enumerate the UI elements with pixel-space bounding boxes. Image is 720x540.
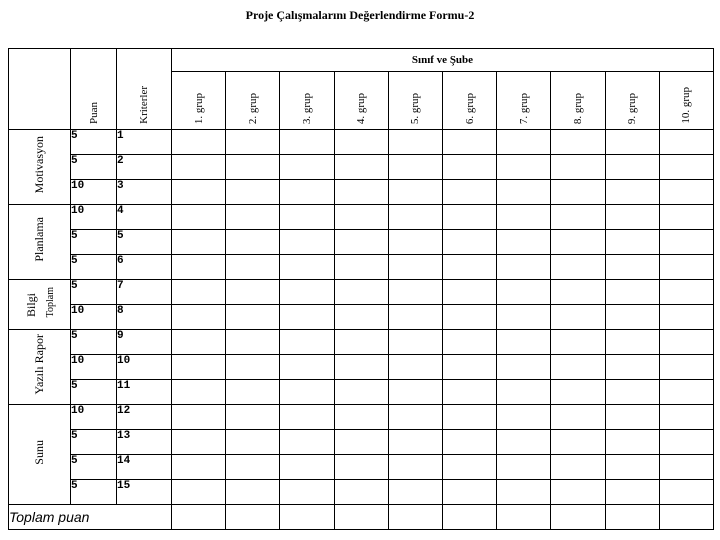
- score-cell[interactable]: [388, 230, 442, 255]
- score-cell[interactable]: [497, 480, 551, 505]
- score-cell[interactable]: [172, 480, 226, 505]
- table-row: [9, 430, 714, 455]
- score-cell[interactable]: [280, 430, 334, 455]
- score-cell[interactable]: [334, 180, 388, 205]
- score-cell[interactable]: [172, 230, 226, 255]
- score-cell[interactable]: [388, 480, 442, 505]
- total-label: Toplam puan: [9, 505, 172, 530]
- score-cell[interactable]: [551, 455, 605, 480]
- kriter-cell: 9: [117, 330, 172, 355]
- score-cell[interactable]: [605, 355, 659, 380]
- score-cell[interactable]: [226, 280, 280, 305]
- score-cell[interactable]: [388, 255, 442, 280]
- score-cell[interactable]: [605, 155, 659, 180]
- score-cell[interactable]: [551, 430, 605, 455]
- score-cell[interactable]: [226, 180, 280, 205]
- table-row: [9, 205, 714, 230]
- score-cell[interactable]: [659, 230, 713, 255]
- group-header-6: 6. grup: [442, 72, 496, 130]
- score-cell[interactable]: [280, 355, 334, 380]
- kriter-cell: 2: [117, 155, 172, 180]
- score-cell[interactable]: [334, 430, 388, 455]
- score-cell[interactable]: [659, 455, 713, 480]
- score-cell[interactable]: [442, 430, 496, 455]
- score-cell[interactable]: [226, 480, 280, 505]
- score-cell[interactable]: [226, 330, 280, 355]
- kriterler-header: Kriterler: [117, 49, 172, 130]
- puan-cell: 10: [71, 305, 117, 330]
- group-section-header: Sınıf ve Şube: [172, 49, 714, 72]
- score-cell[interactable]: [497, 130, 551, 155]
- score-cell[interactable]: [659, 180, 713, 205]
- category-cell: Bilgi Toplam: [9, 280, 71, 330]
- table-row: [9, 380, 714, 405]
- group-header-10: 10. grup: [659, 72, 713, 130]
- score-cell[interactable]: [497, 255, 551, 280]
- table-row: [9, 480, 714, 505]
- score-cell[interactable]: [280, 280, 334, 305]
- puan-cell: 5: [71, 380, 117, 405]
- score-cell[interactable]: [334, 255, 388, 280]
- score-cell[interactable]: [497, 380, 551, 405]
- score-cell[interactable]: [334, 330, 388, 355]
- score-cell[interactable]: [605, 480, 659, 505]
- score-cell[interactable]: [659, 255, 713, 280]
- score-cell[interactable]: [497, 355, 551, 380]
- score-cell[interactable]: [551, 130, 605, 155]
- score-cell[interactable]: [334, 130, 388, 155]
- score-cell[interactable]: [172, 280, 226, 305]
- puan-cell: 5: [71, 455, 117, 480]
- score-cell[interactable]: [280, 130, 334, 155]
- score-cell[interactable]: [605, 230, 659, 255]
- score-cell[interactable]: [605, 255, 659, 280]
- score-cell[interactable]: [334, 380, 388, 405]
- score-cell[interactable]: [442, 355, 496, 380]
- score-cell[interactable]: [659, 330, 713, 355]
- category-header-cell: [9, 49, 71, 130]
- group-header-1: 1. grup: [172, 72, 226, 130]
- kriter-cell: 13: [117, 430, 172, 455]
- score-cell[interactable]: [334, 355, 388, 380]
- score-cell[interactable]: [551, 405, 605, 430]
- puan-cell: 5: [71, 230, 117, 255]
- score-cell[interactable]: [605, 305, 659, 330]
- kriter-cell: 8: [117, 305, 172, 330]
- score-cell[interactable]: [172, 130, 226, 155]
- score-cell[interactable]: [605, 380, 659, 405]
- total-score-cell[interactable]: [551, 505, 605, 530]
- score-cell[interactable]: [497, 330, 551, 355]
- table-row: [9, 230, 714, 255]
- score-cell[interactable]: [605, 455, 659, 480]
- score-cell[interactable]: [226, 380, 280, 405]
- score-cell[interactable]: [334, 405, 388, 430]
- score-cell[interactable]: [280, 180, 334, 205]
- score-cell[interactable]: [172, 405, 226, 430]
- score-cell[interactable]: [497, 430, 551, 455]
- score-cell[interactable]: [172, 155, 226, 180]
- score-cell[interactable]: [172, 305, 226, 330]
- table-row: [9, 405, 714, 430]
- group-header-2: 2. grup: [226, 72, 280, 130]
- kriter-cell: 12: [117, 405, 172, 430]
- total-score-cell[interactable]: [659, 505, 713, 530]
- puan-cell: 10: [71, 180, 117, 205]
- score-cell[interactable]: [172, 255, 226, 280]
- score-cell[interactable]: [226, 430, 280, 455]
- score-cell[interactable]: [388, 355, 442, 380]
- score-cell[interactable]: [659, 280, 713, 305]
- score-cell[interactable]: [659, 355, 713, 380]
- score-cell[interactable]: [442, 480, 496, 505]
- score-cell[interactable]: [605, 330, 659, 355]
- kriter-cell: 6: [117, 255, 172, 280]
- total-row: [9, 505, 714, 530]
- score-cell[interactable]: [442, 455, 496, 480]
- puan-cell: 10: [71, 355, 117, 380]
- table-row: [9, 455, 714, 480]
- score-cell[interactable]: [388, 455, 442, 480]
- score-cell[interactable]: [226, 205, 280, 230]
- page-title: Proje Çalışmalarını Değerlendirme Formu-2: [245, 8, 475, 22]
- score-cell[interactable]: [442, 230, 496, 255]
- puan-cell: 10: [71, 405, 117, 430]
- score-cell[interactable]: [280, 230, 334, 255]
- kriter-cell: 3: [117, 180, 172, 205]
- kriter-cell: 10: [117, 355, 172, 380]
- score-cell[interactable]: [172, 330, 226, 355]
- kriter-cell: 7: [117, 280, 172, 305]
- score-cell[interactable]: [334, 305, 388, 330]
- group-header-9: 9. grup: [605, 72, 659, 130]
- table-row: [9, 180, 714, 205]
- category-cell: Motivasyon: [9, 130, 71, 205]
- score-cell[interactable]: [334, 280, 388, 305]
- total-score-cell[interactable]: [172, 505, 226, 530]
- group-header-8: 8. grup: [551, 72, 605, 130]
- table-row: [9, 130, 714, 155]
- score-cell[interactable]: [226, 305, 280, 330]
- puan-cell: 5: [71, 430, 117, 455]
- score-cell[interactable]: [388, 280, 442, 305]
- score-cell[interactable]: [226, 355, 280, 380]
- puan-cell: 5: [71, 280, 117, 305]
- score-cell[interactable]: [605, 405, 659, 430]
- score-cell[interactable]: [442, 180, 496, 205]
- group-header-3: 3. grup: [280, 72, 334, 130]
- score-cell[interactable]: [605, 130, 659, 155]
- score-cell[interactable]: [388, 180, 442, 205]
- score-cell[interactable]: [551, 155, 605, 180]
- total-score-cell[interactable]: [226, 505, 280, 530]
- score-cell[interactable]: [497, 180, 551, 205]
- score-cell[interactable]: [388, 155, 442, 180]
- table-row: [9, 155, 714, 180]
- score-cell[interactable]: [659, 430, 713, 455]
- score-cell[interactable]: [280, 455, 334, 480]
- puan-cell: 10: [71, 205, 117, 230]
- score-cell[interactable]: [551, 255, 605, 280]
- score-cell[interactable]: [442, 305, 496, 330]
- score-cell[interactable]: [551, 480, 605, 505]
- total-score-cell[interactable]: [388, 505, 442, 530]
- total-score-cell[interactable]: [334, 505, 388, 530]
- score-cell[interactable]: [442, 130, 496, 155]
- score-cell[interactable]: [442, 280, 496, 305]
- score-cell[interactable]: [226, 405, 280, 430]
- score-cell[interactable]: [659, 405, 713, 430]
- score-cell[interactable]: [551, 355, 605, 380]
- score-cell[interactable]: [551, 380, 605, 405]
- total-score-cell[interactable]: [605, 505, 659, 530]
- score-cell[interactable]: [551, 180, 605, 205]
- score-cell[interactable]: [605, 280, 659, 305]
- score-cell[interactable]: [659, 480, 713, 505]
- table-row: [9, 305, 714, 330]
- score-cell[interactable]: [442, 380, 496, 405]
- score-cell[interactable]: [226, 230, 280, 255]
- score-cell[interactable]: [280, 405, 334, 430]
- score-cell[interactable]: [659, 380, 713, 405]
- kriter-cell: 4: [117, 205, 172, 230]
- score-cell[interactable]: [497, 305, 551, 330]
- score-cell[interactable]: [551, 230, 605, 255]
- score-cell[interactable]: [659, 130, 713, 155]
- score-cell[interactable]: [551, 280, 605, 305]
- evaluation-table: [8, 48, 714, 530]
- score-cell[interactable]: [388, 305, 442, 330]
- score-cell[interactable]: [659, 305, 713, 330]
- group-header-7: 7. grup: [497, 72, 551, 130]
- puan-cell: 5: [71, 480, 117, 505]
- score-cell[interactable]: [388, 205, 442, 230]
- puan-header: Puan: [71, 49, 117, 130]
- score-cell[interactable]: [280, 330, 334, 355]
- score-cell[interactable]: [280, 380, 334, 405]
- puan-cell: 5: [71, 130, 117, 155]
- score-cell[interactable]: [172, 455, 226, 480]
- score-cell[interactable]: [334, 205, 388, 230]
- score-cell[interactable]: [388, 405, 442, 430]
- score-cell[interactable]: [605, 180, 659, 205]
- score-cell[interactable]: [172, 355, 226, 380]
- score-cell[interactable]: [497, 405, 551, 430]
- kriter-cell: 14: [117, 455, 172, 480]
- score-cell[interactable]: [280, 305, 334, 330]
- score-cell[interactable]: [334, 230, 388, 255]
- puan-cell: 5: [71, 255, 117, 280]
- score-cell[interactable]: [280, 255, 334, 280]
- score-cell[interactable]: [172, 380, 226, 405]
- score-cell[interactable]: [280, 205, 334, 230]
- puan-cell: 5: [71, 155, 117, 180]
- score-cell[interactable]: [442, 205, 496, 230]
- table-row: [9, 355, 714, 380]
- total-score-cell[interactable]: [442, 505, 496, 530]
- score-cell[interactable]: [388, 380, 442, 405]
- puan-cell: 5: [71, 330, 117, 355]
- kriter-cell: 1: [117, 130, 172, 155]
- score-cell[interactable]: [497, 455, 551, 480]
- score-cell[interactable]: [551, 305, 605, 330]
- score-cell[interactable]: [334, 455, 388, 480]
- score-cell[interactable]: [172, 180, 226, 205]
- score-cell[interactable]: [226, 130, 280, 155]
- score-cell[interactable]: [497, 205, 551, 230]
- score-cell[interactable]: [226, 255, 280, 280]
- score-cell[interactable]: [605, 430, 659, 455]
- score-cell[interactable]: [280, 480, 334, 505]
- group-header-4: 4. grup: [334, 72, 388, 130]
- score-cell[interactable]: [334, 155, 388, 180]
- score-cell[interactable]: [172, 430, 226, 455]
- total-score-cell[interactable]: [280, 505, 334, 530]
- score-cell[interactable]: [659, 155, 713, 180]
- category-cell: Yazılı Rapor: [9, 330, 71, 405]
- score-cell[interactable]: [226, 455, 280, 480]
- kriter-cell: 15: [117, 480, 172, 505]
- score-cell[interactable]: [388, 130, 442, 155]
- kriter-cell: 11: [117, 380, 172, 405]
- table-row: [9, 330, 714, 355]
- table-row: [9, 255, 714, 280]
- score-cell[interactable]: [442, 155, 496, 180]
- score-cell[interactable]: [605, 205, 659, 230]
- score-cell[interactable]: [388, 330, 442, 355]
- score-cell[interactable]: [388, 430, 442, 455]
- group-header-5: 5. grup: [388, 72, 442, 130]
- score-cell[interactable]: [334, 480, 388, 505]
- score-cell[interactable]: [172, 205, 226, 230]
- score-cell[interactable]: [497, 280, 551, 305]
- score-cell[interactable]: [442, 255, 496, 280]
- score-cell[interactable]: [280, 155, 334, 180]
- score-cell[interactable]: [659, 205, 713, 230]
- score-cell[interactable]: [551, 330, 605, 355]
- total-score-cell[interactable]: [497, 505, 551, 530]
- score-cell[interactable]: [497, 230, 551, 255]
- table-row: [9, 280, 714, 305]
- score-cell[interactable]: [226, 155, 280, 180]
- kriter-cell: 5: [117, 230, 172, 255]
- category-cell: Planlama: [9, 205, 71, 280]
- score-cell[interactable]: [442, 405, 496, 430]
- score-cell[interactable]: [551, 205, 605, 230]
- score-cell[interactable]: [442, 330, 496, 355]
- category-cell: Sunu: [9, 405, 71, 505]
- score-cell[interactable]: [497, 155, 551, 180]
